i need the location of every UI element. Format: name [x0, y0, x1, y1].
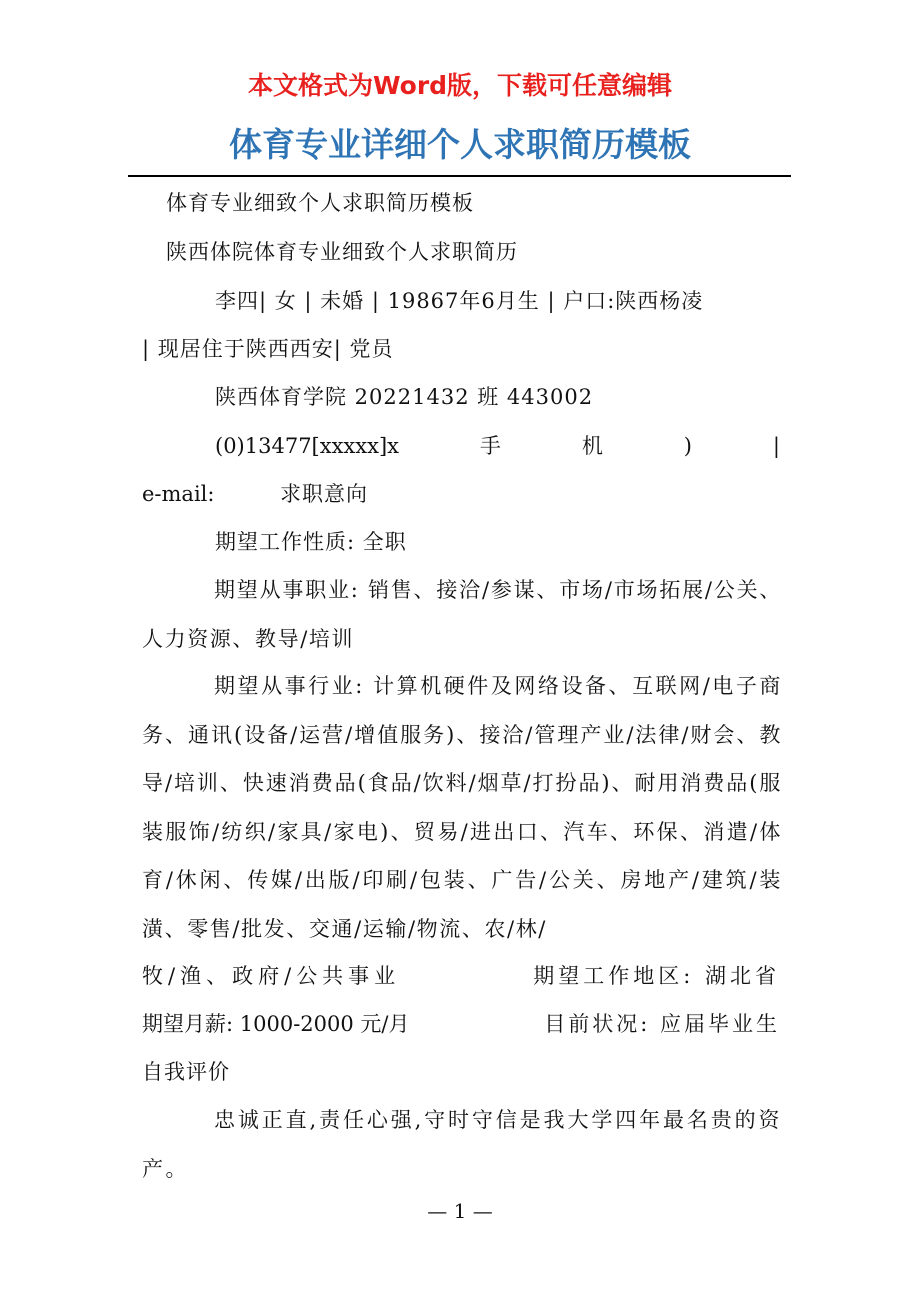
salary-status-line — [142, 1009, 780, 1039]
phone-label-char-2: 机 — [581, 434, 603, 458]
resume-heading: 陕西体院体育专业细致个人求职简历 — [166, 240, 518, 264]
industry-region-line — [142, 961, 780, 991]
email-label: e-mail: — [142, 482, 215, 506]
phone-separator: | — [772, 434, 780, 458]
expected-salary: 期望月薪: 1000-2000 元/月 — [142, 1012, 410, 1036]
phone-label-char-1: 手 — [479, 434, 501, 458]
phone-number: (0)13477[xxxxx]x — [215, 434, 399, 458]
phone-line — [215, 431, 780, 461]
personal-info-line-2: | 现居住于陕西西安| 党员 — [142, 337, 394, 361]
self-evaluation-heading: 自我评价 — [142, 1060, 230, 1084]
occupation-paragraph: 期望从事职业: 销售、接洽/参谋、市场/市场拓展/公关、人力资源、教导/培训 — [142, 578, 782, 651]
resume-subtitle: 体育专业细致个人求职简历模板 — [166, 191, 474, 215]
current-status: 目前状况: 应届毕业生 — [544, 1012, 780, 1036]
industry-paragraph: 期望从事行业: 计算机硬件及网络设备、互联网/电子商务、通讯(设备/运营/增值服务)、接洽/管理产业/法律/财会、教导/培训、快速消费品(食品/饮料/烟草/打扮品)、耐用消费品(服装服饰/纺织/家具/家电)、贸易/进出口、汽车、环保、消遣/体育/休闲、传媒/出版/印刷/包装、广告/公关、房地产/建筑/装潢、零售/批发、交通/运输/物流、农/林/ — [142, 674, 782, 941]
page-number: — 1 — — [427, 1199, 493, 1223]
document-title: 体育专业详细个人求职简历模板 — [229, 125, 691, 164]
school-info: 陕西体育学院 20221432 班 443002 — [215, 385, 594, 409]
title-divider — [128, 175, 791, 177]
format-notice-banner: 本文格式为Word版，下载可任意编辑 — [247, 71, 673, 100]
phone-close-paren: ) — [683, 434, 692, 458]
personal-info-line: 李四| 女 | 未婚 | 19867年6月生 | 户口:陕西杨凌 — [215, 289, 704, 313]
expected-region: 期望工作地区: 湖北省 — [533, 964, 780, 988]
work-nature: 期望工作性质: 全职 — [215, 530, 407, 554]
job-intent-heading: 求职意向 — [280, 482, 368, 506]
self-evaluation-text: 忠诚正直,责任心强,守时守信是我大学四年最名贵的资产。 — [142, 1108, 782, 1181]
industry-end: 牧/渔、政府/公共事业 — [142, 964, 401, 988]
